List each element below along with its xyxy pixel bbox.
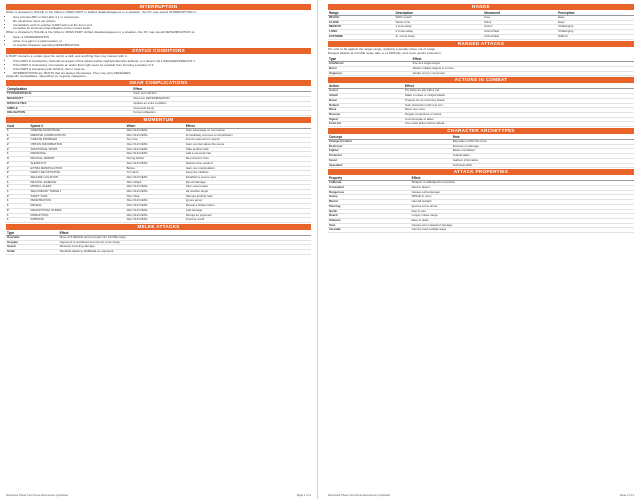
table-cell: Hard to detect. — [411, 185, 634, 190]
table-header: Perception — [557, 11, 634, 16]
table-cell: Add damage — [185, 208, 311, 213]
table-cell: Causes extra damage. — [411, 190, 634, 195]
table-cell: Can kill outright. — [411, 200, 634, 205]
table-cell: After SUCCESS — [126, 128, 185, 133]
table-cell: Destroyer — [328, 144, 452, 149]
table-cell: DIFFICULTIES — [6, 101, 132, 106]
table-cell: Change Position — [328, 140, 452, 145]
table-cell: PC helps an ally with a roll. — [404, 89, 634, 94]
table-cell: After SUCCESS — [126, 213, 185, 218]
table-row — [328, 228, 634, 233]
table-cell: Guards allies. — [452, 154, 634, 159]
table-header: Type — [328, 57, 412, 62]
table-cell: Grapple — [6, 240, 59, 245]
table-cell: Can't act until free — [132, 92, 311, 97]
table-cell: Make a melee or ranged attack. — [404, 94, 634, 99]
table-cell: Establish a secure spot — [185, 175, 311, 180]
table-cell: Immediately removes a complication — [185, 133, 311, 138]
table-cell: Add a personal trait — [185, 152, 311, 157]
table-header: Description — [394, 11, 483, 16]
table-cell: Succeeds freely — [132, 106, 311, 111]
list-item: • Complete an environmental obligation to the current stack. — [13, 27, 311, 31]
table-header: Complication — [6, 87, 132, 92]
table-cell: Specialist — [328, 163, 452, 168]
table-cell: OBLIGATION — [6, 111, 132, 116]
table-cell: PERSONAL — [30, 152, 126, 157]
left-page — [0, 0, 318, 499]
table-cell: RE-ROLL ARMOR — [30, 157, 126, 162]
table-cell: DISRUPTION — [30, 213, 126, 218]
section-title-properties: ATTACK PROPERTIES — [328, 169, 634, 175]
table-cell: Calibrate — [328, 181, 411, 186]
table-cell: Turn End — [126, 171, 185, 176]
table-cell: 1 — [6, 180, 30, 185]
table-cell: Brace — [328, 98, 404, 103]
table-cell: 1 — [6, 133, 30, 138]
table-cell: Defend — [328, 103, 404, 108]
table-cell: REVEAL — [30, 204, 126, 209]
table-header: Effect — [411, 176, 634, 181]
table-cell: Free — [483, 16, 557, 21]
table-cell: Prepare for an incoming attack. — [404, 98, 634, 103]
table-cell: Weapon is calibrated for precision. — [411, 181, 634, 186]
table-cell: Take another task — [185, 147, 311, 152]
section-title-interruption: INTERRUPTION — [6, 4, 311, 10]
table-cell: During Attack — [126, 157, 185, 162]
table-cell: Reveal a hidden factor — [185, 204, 311, 209]
table-header: Concept — [328, 135, 452, 140]
table-row — [6, 250, 311, 255]
table-cell: 3+ zones away — [394, 34, 483, 39]
list-item: • Gets +1 DETERMINATION — [13, 36, 311, 40]
table-cell: Heavy — [328, 195, 411, 200]
table-cell: 2 — [6, 143, 30, 148]
table-cell: RE-ROLL DAMAGE — [30, 180, 126, 185]
table-cell: Minor — [483, 20, 557, 25]
table-header: Role — [452, 135, 634, 140]
table-cell: Reduce time needed — [185, 161, 311, 166]
table-cell: Overtake — [6, 235, 59, 240]
table-cell: Fighter — [328, 149, 452, 154]
table-cell: Hinder enemy movement. — [412, 71, 634, 76]
table-cell: Attempt another task — [185, 194, 311, 199]
section-title-ranged: RANGED ATTACKS — [328, 41, 634, 47]
archetypes-table — [328, 135, 634, 168]
ranged-table — [328, 57, 634, 76]
table-cell: Hit another target — [185, 190, 311, 195]
table-cell: MEDIUM — [328, 25, 394, 30]
table-cell: 3 — [6, 157, 30, 162]
table-cell: After SUCCESS — [126, 208, 185, 213]
table-cell: After SUCCESS — [126, 133, 185, 138]
list-item: • on another character spending DETERMINATION. — [13, 44, 311, 48]
table-cell: After SUCCESS — [126, 161, 185, 166]
table-cell: REMOVE COMPLICATION — [30, 133, 126, 138]
table-cell: IMPROVE — [30, 218, 126, 223]
list-item: • Re-roll all dice (once per action). — [13, 20, 311, 24]
table-row — [6, 111, 311, 116]
table-cell: Action — [483, 25, 557, 30]
table-cell: KEEP THE INITIATIVE — [30, 171, 126, 176]
table-header: Cost — [6, 124, 30, 129]
table-cell: Difficult — [557, 34, 634, 39]
table-header: Effect — [59, 231, 311, 236]
table-cell: After Attack — [126, 180, 185, 185]
table-cell: Scout — [328, 158, 452, 163]
ranged-intro: PC rolls to hit against the target range, applying a penalty when out of range. — [328, 46, 436, 51]
table-cell: Re-roll damage — [185, 180, 311, 185]
table-cell: Before — [126, 166, 185, 171]
footer-page: Page 1 of 2 — [296, 493, 311, 497]
section-title-status: STATUS CONDITIONS — [6, 48, 311, 54]
table-cell: Technical skills. — [452, 163, 634, 168]
table-cell: Move — [328, 108, 404, 113]
table-header: Spend 3 — [30, 124, 126, 129]
properties-table — [328, 176, 634, 233]
table-cell: Recover — [328, 112, 404, 117]
table-cell: 1 — [6, 152, 30, 157]
table-cell: Re-roll armor dice — [185, 157, 311, 162]
table-cell: Assist — [328, 89, 404, 94]
table-cell: Gain one fact about the scene — [185, 143, 311, 148]
table-cell: Within reach — [394, 16, 483, 21]
right-page — [322, 0, 640, 499]
table-header: Effect — [132, 87, 311, 92]
list-item: • If the PART is Guarded by: Defends an aspect of this adventure/the mighty/indirect/an aptitude, or it doesn't tell it WEAKNESS/DEFICIT 1 — [13, 60, 311, 64]
table-cell: Focuses on damage. — [452, 144, 634, 149]
table-cell: 2 zones away — [394, 30, 483, 35]
table-cell: Applies an extra condition — [132, 101, 311, 106]
table-cell: Forces opponent to spend — [185, 138, 311, 143]
table-cell: 1 — [6, 204, 30, 209]
section-title-archetypes: CHARACTER ARCHETYPES — [328, 128, 634, 134]
table-cell: Suppress — [328, 71, 412, 76]
table-cell: TYPOGRAPHICAL — [6, 92, 132, 97]
table-cell: REACH — [328, 16, 394, 21]
table-cell: EXTREME — [328, 34, 394, 39]
table-cell: Easy — [557, 16, 634, 21]
table-cell: After SUCCESS — [126, 147, 185, 152]
table-cell: Stun — [328, 223, 411, 228]
table-cell: Keep the initiative — [185, 171, 311, 176]
actions-table — [328, 84, 634, 127]
table-cell: 1 — [6, 175, 30, 180]
list-item: • INTERRUPTIONS are TRAITS that are always themselves. They may carry DEFENSES. — [13, 72, 311, 76]
table-cell: Dangerous — [328, 190, 411, 195]
table-cell: Attack — [328, 94, 404, 99]
table-cell: After Task — [126, 194, 185, 199]
table-cell: Same zone — [394, 20, 483, 25]
table-cell: Standard attack to DAMAGE an opponent. — [59, 250, 311, 255]
table-row — [6, 218, 311, 223]
table-cell: After SUCCESS — [126, 143, 185, 148]
table-cell: 2 — [6, 194, 30, 199]
table-cell: Easy — [557, 20, 634, 25]
table-cell: Reduces incoming damage. — [59, 245, 311, 250]
left-footer — [6, 493, 311, 497]
table-cell: SIMPLE — [6, 106, 132, 111]
table-cell: SHORTCUT — [30, 161, 126, 166]
interruption-bullets-2 — [6, 36, 311, 47]
footer-page: Page 2 of 2 — [619, 493, 634, 497]
table-header: Effect — [404, 84, 634, 89]
table-cell: 2 — [6, 147, 30, 152]
table-cell: Attack multiple targets in a zone. — [412, 67, 634, 72]
table-cell: Communicate to allies. — [404, 117, 634, 122]
table-cell: Challenging — [557, 25, 634, 30]
footer-source: Reprinted Sheet from Dune Adventures Quickstart — [328, 493, 391, 497]
table-header: Action — [328, 84, 404, 89]
status-intro: A PART interacts a certain goal the world, a skill, and anything that may interact with it. — [6, 54, 128, 59]
list-item: • If the PART is interacting with GOALS, then it must be. — [13, 68, 311, 72]
table-cell: Opponent is restrained and cannot move freely. — [59, 240, 311, 245]
table-cell: 1 — [6, 199, 30, 204]
table-cell: LONG — [328, 30, 394, 35]
section-title-momentum: MOMENTUM — [6, 117, 311, 123]
table-cell: Longer melee range. — [411, 214, 634, 219]
gear-table — [6, 87, 311, 116]
momentum-table — [6, 124, 311, 223]
table-cell: Aim/Shoot — [328, 62, 412, 67]
table-cell: 1 — [6, 218, 30, 223]
table-cell: Easy to draw. — [411, 218, 634, 223]
section-title-range: RANGE — [328, 4, 634, 10]
table-cell: 1 — [6, 213, 30, 218]
table-cell: Difficult to carry. — [411, 195, 634, 200]
table-cell: Reposition within the zone. — [452, 140, 634, 145]
table-cell: Challenging — [557, 30, 634, 35]
list-item: • If the PART is Unknowing: Commands an action that might never be possible from knowing a location of it. — [13, 64, 311, 68]
table-cell: After SUCCESS — [126, 204, 185, 209]
table-cell: Burst — [328, 67, 412, 72]
table-cell: After SUCCESS — [126, 175, 185, 180]
table-cell: Disrupt an opponent — [185, 213, 311, 218]
ranged-note: Ranged attacks at CLOSE range take a +1 Difficulty, and cover grants protection. — [328, 51, 442, 56]
table-cell: After SUCCESS — [126, 199, 185, 204]
interruption-bullets — [6, 16, 311, 31]
table-cell: Reach — [328, 214, 411, 219]
table-cell: Move one zone. — [404, 108, 634, 113]
table-cell: 2 — [6, 208, 30, 213]
table-cell: MODIFY ALERT — [30, 185, 126, 190]
table-cell: Can be used multiple ways. — [411, 228, 634, 233]
table-cell: After SUCCESS — [126, 152, 185, 157]
table-cell: Concealed — [328, 185, 411, 190]
table-cell: CREATE PROBLEM — [30, 138, 126, 143]
melee-table — [6, 231, 311, 255]
table-cell: Gain one manipulation — [185, 166, 311, 171]
list-item: • either on a gain in a pack location, or — [13, 40, 311, 44]
table-row — [328, 34, 634, 39]
table-cell: SWIFT TASK — [30, 194, 126, 199]
table-cell: PENETRATION — [30, 199, 126, 204]
table-cell: CREATE ADVANTAGE — [30, 128, 126, 133]
table-cell: Alter current alert — [185, 185, 311, 190]
list-item: • Immediately perform another HARD action at the turn's end. — [13, 24, 311, 28]
table-cell: Fire at a single target. — [412, 62, 634, 67]
interruption-second: When a character's HALVE is the hitbox's OPEN PART shifted disadvantageous in a situation, the PC may spend DETERMINATION to: — [6, 30, 196, 35]
table-cell: DEVASTATING STRIKE — [30, 208, 126, 213]
table-cell: Regain composure or stress. — [404, 112, 634, 117]
table-cell: 1 zone away — [394, 25, 483, 30]
table-cell: Melee combatant. — [452, 149, 634, 154]
table-cell: Gain protection until next turn. — [404, 103, 634, 108]
table-cell: 1 — [6, 128, 30, 133]
table-cell: Signal — [328, 117, 404, 122]
table-cell: SECURE LOCATION — [30, 175, 126, 180]
table-row — [328, 163, 634, 168]
table-cell: Action/Task — [483, 34, 557, 39]
table-cell: Must use DETERMINATION — [132, 97, 311, 102]
table-cell: 2 — [6, 161, 30, 166]
table-cell: 2 — [6, 166, 30, 171]
table-cell: Forced obligation — [132, 111, 311, 116]
table-cell: Fast to use. — [411, 209, 634, 214]
table-cell: Improve result — [185, 218, 311, 223]
footer-source: Reprinted Sheet from Dune Adventures Quickstart — [6, 493, 69, 497]
section-title-melee: MELEE ATTACKS — [6, 224, 311, 230]
right-footer — [328, 493, 634, 497]
table-cell: Strike — [6, 250, 59, 255]
table-cell: Guard — [6, 245, 59, 250]
table-header: Movement — [483, 11, 557, 16]
table-cell: After SUCCESS — [126, 218, 185, 223]
list-item: • Give a bonus (Bit'l or Fair) after a 1 or occurrence. — [13, 16, 311, 20]
table-header: Range — [328, 11, 394, 16]
table-cell: Ignore armor — [185, 199, 311, 204]
table-cell: Piercing — [328, 204, 411, 209]
table-cell: 2 — [6, 171, 30, 176]
table-cell: NECESSITY — [6, 97, 132, 102]
table-header: Type — [6, 231, 59, 236]
table-cell: CLOSE — [328, 20, 394, 25]
table-cell: Quick — [328, 209, 411, 214]
table-cell: SECONDARY TARGET — [30, 190, 126, 195]
section-title-gear: GEAR COMPLICATIONS — [6, 80, 311, 86]
table-header: When — [126, 124, 185, 129]
table-header: Effect — [185, 124, 311, 129]
table-cell: Use a last action before defeat. — [404, 122, 634, 127]
table-cell: EXTRA MANIPULATION — [30, 166, 126, 171]
table-cell: 1 — [6, 185, 30, 190]
table-cell: Gathers information. — [452, 158, 634, 163]
table-cell: ADDITIONAL WORK — [30, 147, 126, 152]
table-cell: After SUCCESS — [126, 190, 185, 195]
table-row — [328, 71, 634, 76]
interruption-intro: When a character's HALVE or the hitbox's OPEN PART is shifted disadvantageous in a situation, the PC may spend INTERRUPTION to: — [6, 10, 197, 14]
status-note: Appendix consolidates, depending on in-game categories. — [6, 74, 87, 79]
table-cell: Ignores some armor. — [411, 204, 634, 209]
table-cell: Protector — [328, 154, 452, 159]
table-cell: Move at 5 REACH and proceeds into CLOSE range. — [59, 235, 311, 240]
table-header: Effect — [412, 57, 634, 62]
status-bullets — [6, 60, 311, 75]
table-cell: Mortal — [328, 200, 411, 205]
table-cell: Causes stun instead of damage. — [411, 223, 634, 228]
section-title-actions: ACTIONS IN COMBAT — [328, 77, 634, 83]
range-table — [328, 11, 634, 40]
table-cell: Final Act — [328, 122, 404, 127]
table-header: Property — [328, 176, 411, 181]
table-cell: Gain advantage on next action — [185, 128, 311, 133]
table-cell: Sidearm — [328, 218, 411, 223]
table-cell: Any time — [126, 138, 185, 143]
table-cell: After SUCCESS — [126, 185, 185, 190]
table-cell: OBTAIN INFORMATION — [30, 143, 126, 148]
table-cell: Versatile — [328, 228, 411, 233]
table-row — [328, 122, 634, 127]
table-cell: 1 — [6, 190, 30, 195]
table-cell: 2 — [6, 138, 30, 143]
table-cell: Action/Task — [483, 30, 557, 35]
